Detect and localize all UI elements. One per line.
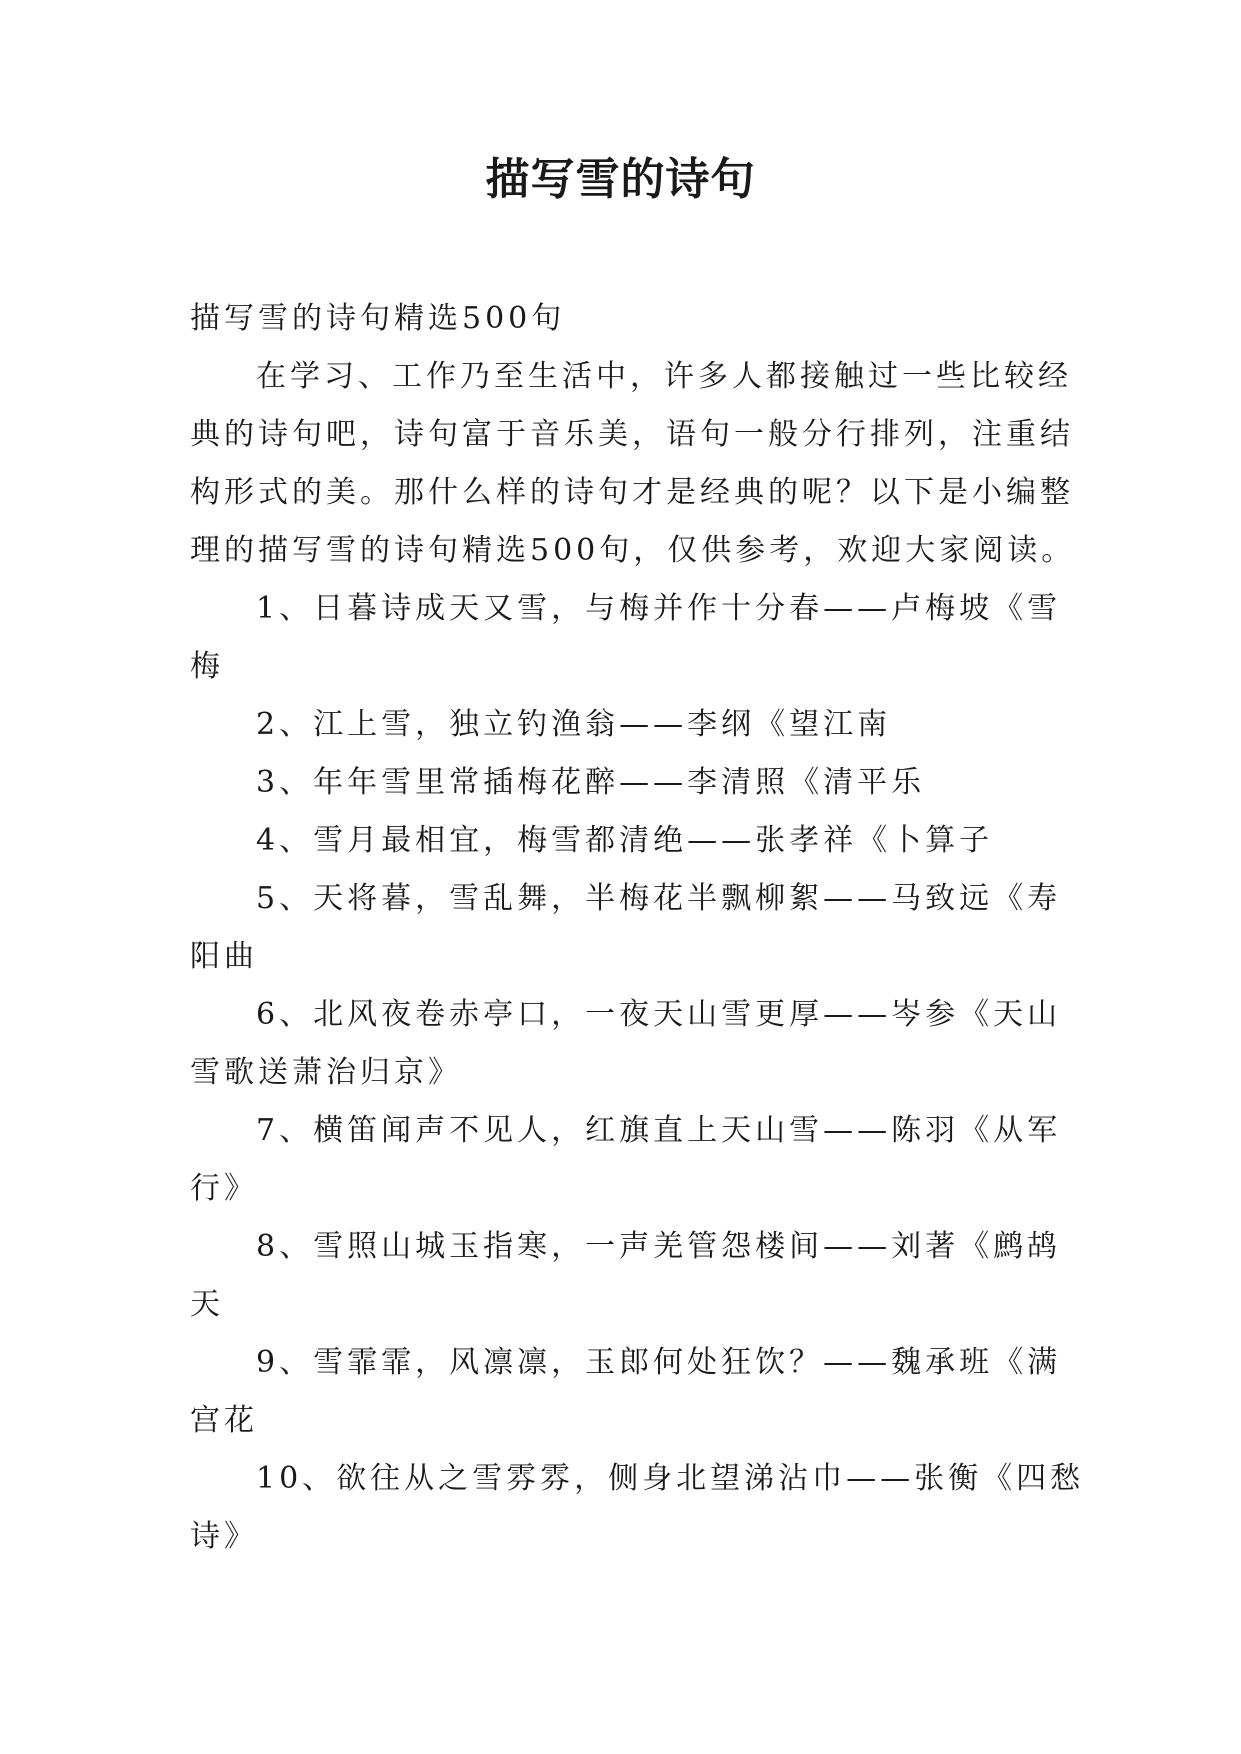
poem-continuation: 行》 [190, 1171, 258, 1206]
poem-line: 5、天将暮，雪乱舞，半梅花半飘柳絮——马致远《寿 [256, 881, 1062, 916]
intro-line: 理的描写雪的诗句精选500句，仅供参考，欢迎大家阅读。 [190, 533, 1076, 568]
document-subtitle: 描写雪的诗句精选500句 [190, 301, 566, 336]
intro-line: 典的诗句吧，诗句富于音乐美，语句一般分行排列，注重结 [190, 417, 1074, 452]
intro-line: 构形式的美。那什么样的诗句才是经典的呢？以下是小编整 [190, 475, 1074, 510]
poem-line: 9、雪霏霏，风凛凛，玉郎何处狂饮？——魏承班《满 [256, 1345, 1062, 1380]
poem-line: 1、日暮诗成天又雪，与梅并作十分春——卢梅坡《雪 [256, 591, 1062, 626]
poem-continuation: 阳曲 [190, 939, 258, 974]
poem-continuation: 雪歌送萧治归京》 [190, 1055, 462, 1090]
page-title: 描写雪的诗句 [485, 154, 756, 205]
intro-line: 在学习、工作乃至生活中，许多人都接触过一些比较经 [256, 359, 1072, 394]
poem-continuation: 天 [190, 1287, 224, 1322]
poem-continuation: 梅 [190, 649, 224, 684]
poem-line: 3、年年雪里常插梅花醉——李清照《清平乐 [256, 765, 926, 800]
poem-continuation: 宫花 [190, 1403, 258, 1438]
document-body [190, 290, 1085, 1566]
poem-line: 4、雪月最相宜，梅雪都清绝——张孝祥《卜算子 [256, 823, 994, 858]
poem-line: 6、北风夜卷赤亭口，一夜天山雪更厚——岑参《天山 [256, 997, 1062, 1032]
poem-continuation: 诗》 [190, 1519, 258, 1554]
poem-line: 8、雪照山城玉指寒，一声羌管怨楼间——刘著《鹧鸪 [256, 1229, 1062, 1264]
poem-line: 7、横笛闻声不见人，红旗直上天山雪——陈羽《从军 [256, 1113, 1062, 1148]
poem-line: 10、欲往从之雪雰雰，侧身北望涕沾巾——张衡《四愁 [256, 1461, 1085, 1496]
poem-line: 2、江上雪，独立钓渔翁——李纲《望江南 [256, 707, 892, 742]
